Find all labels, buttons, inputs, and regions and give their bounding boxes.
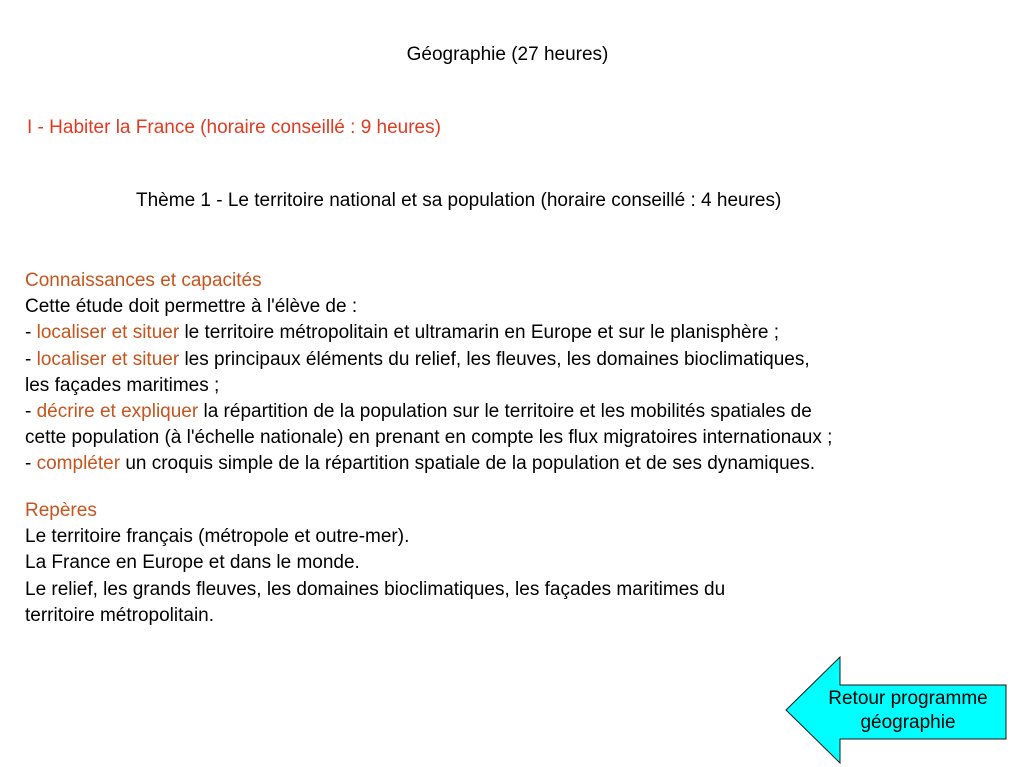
knowledge-item-text: la répartition de la population sur le territoire et les mobilités spatiales de xyxy=(203,401,812,423)
knowledge-item-verb: décrire et expliquer xyxy=(36,401,199,423)
knowledge-item-text: les principaux éléments du relief, les fleuves, les domaines bioclimatiques, xyxy=(184,348,810,370)
knowledge-item-verb: localiser et situer xyxy=(36,348,180,370)
knowledge-item-2: - localiser et situer les principaux éléments du relief, les fleuves, les domaines bioclimatiques, xyxy=(25,348,810,370)
back-button-label-line1: Retour programme xyxy=(828,688,988,709)
knowledge-item-verb: localiser et situer xyxy=(36,322,180,344)
knowledge-item-verb: compléter xyxy=(36,453,121,475)
knowledge-item-2-continued: les façades maritimes ; xyxy=(25,374,220,396)
back-button-label xyxy=(809,687,1007,735)
back-to-program-button[interactable] xyxy=(785,656,1007,764)
back-button-label-line2: géographie xyxy=(860,712,956,733)
knowledge-heading: Connaissances et capacités xyxy=(25,270,262,291)
reperes-heading: Repères xyxy=(25,500,97,521)
reperes-line: Le territoire français (métropole et outre-mer). xyxy=(25,526,410,548)
theme-heading: Thème 1 - Le territoire national et sa population (horaire conseillé : 4 heures) xyxy=(136,190,782,211)
page-title: Géographie (27 heures) xyxy=(406,44,609,65)
knowledge-item-4: - compléter un croquis simple de la répartition spatiale de la population et de ses dynamiques. xyxy=(25,453,816,475)
knowledge-item-text: le territoire métropolitain et ultramarin en Europe et sur le planisphère ; xyxy=(184,322,780,344)
knowledge-item-1: - localiser et situer le territoire métropolitain et ultramarin en Europe et sur le planisphère ; xyxy=(25,322,780,344)
reperes-line: La France en Europe et dans le monde. xyxy=(25,552,360,574)
knowledge-section xyxy=(25,268,832,478)
reperes-line: territoire métropolitain. xyxy=(25,604,215,626)
knowledge-item-3: - décrire et expliquer la répartition de la population sur le territoire et les mobilités spatiales de xyxy=(25,401,812,423)
knowledge-item-text: un croquis simple de la répartition spatiale de la population et de ses dynamiques. xyxy=(125,453,816,475)
section-heading: I - Habiter la France (horaire conseillé : 9 heures) xyxy=(27,117,441,138)
reperes-line: Le relief, les grands fleuves, les domaines bioclimatiques, les façades maritimes du xyxy=(25,578,726,600)
reperes-section xyxy=(25,498,725,629)
knowledge-item-3-continued: cette population (à l'échelle nationale) en prenant en compte les flux migratoires internationaux ; xyxy=(25,427,833,449)
knowledge-intro: Cette étude doit permettre à l'élève de : xyxy=(25,296,358,318)
